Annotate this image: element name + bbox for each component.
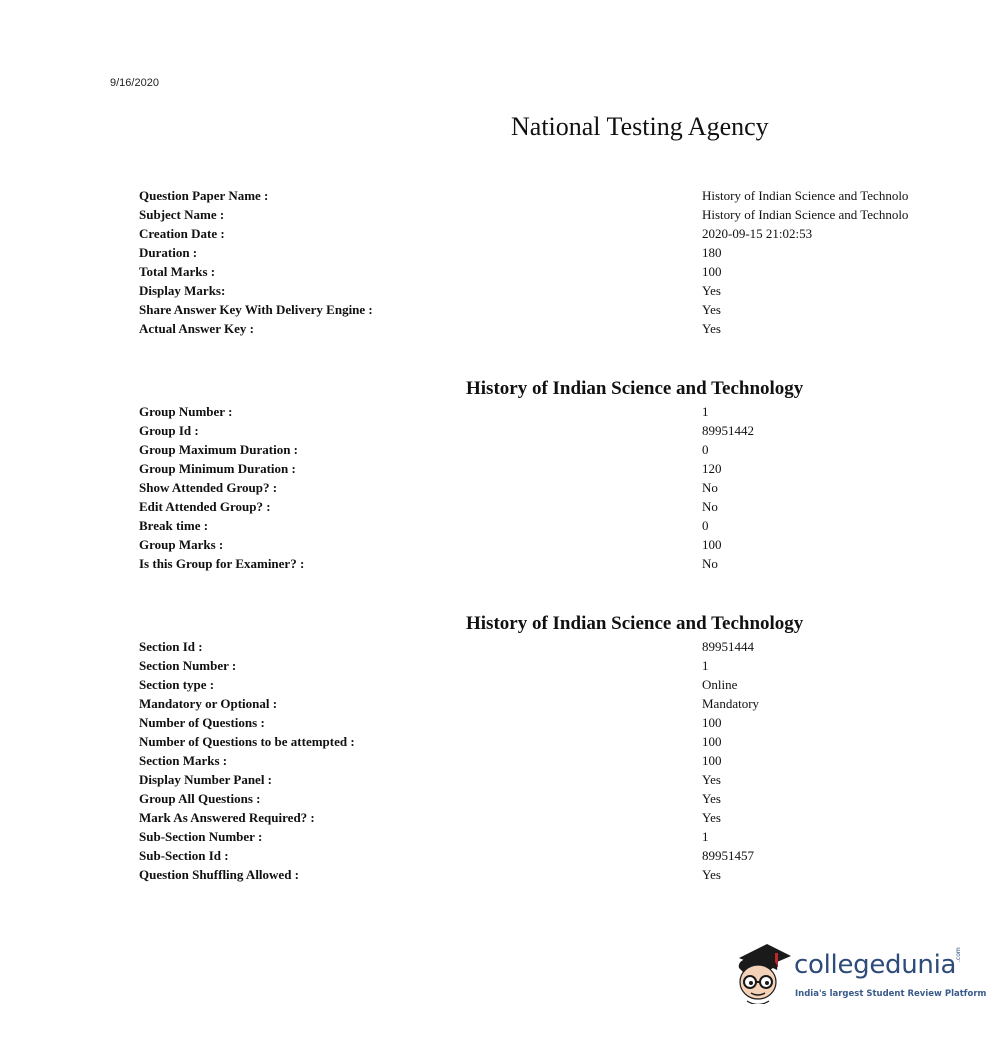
info-key: Duration : xyxy=(139,245,198,260)
collegedunia-logo xyxy=(733,938,987,1010)
group-row xyxy=(139,478,939,497)
info-row xyxy=(139,319,939,338)
section-value: 100 xyxy=(702,715,722,730)
section-key: Number of Questions to be attempted : xyxy=(139,734,355,749)
section-row xyxy=(139,789,939,808)
section-value: 100 xyxy=(702,734,722,749)
section-key: Mandatory or Optional : xyxy=(139,696,278,711)
info-row xyxy=(139,224,939,243)
group-value: No xyxy=(702,499,718,514)
group-value: 0 xyxy=(702,442,709,457)
info-key: Actual Answer Key : xyxy=(139,321,254,336)
section-row xyxy=(139,656,939,675)
section-row xyxy=(139,694,939,713)
group-value: 0 xyxy=(702,518,709,533)
section-value: Yes xyxy=(702,867,721,882)
section-value: Yes xyxy=(702,810,721,825)
group-key: Edit Attended Group? : xyxy=(139,499,271,514)
group-row xyxy=(139,497,939,516)
brand-suffix: .com xyxy=(955,947,962,962)
info-key: Question Paper Name : xyxy=(139,188,269,203)
group-key: Group Minimum Duration : xyxy=(139,461,296,476)
info-row xyxy=(139,205,939,224)
info-row xyxy=(139,300,939,319)
group-row xyxy=(139,421,939,440)
section-value: Yes xyxy=(702,791,721,806)
group-value: No xyxy=(702,556,718,571)
section-key: Group All Questions : xyxy=(139,791,261,806)
group-row xyxy=(139,402,939,421)
group-value: No xyxy=(702,480,718,495)
section-row xyxy=(139,751,939,770)
group-info-block xyxy=(139,402,939,573)
paper-info-block xyxy=(139,186,939,338)
section-row xyxy=(139,846,939,865)
group-key: Group Marks : xyxy=(139,537,224,552)
section-key: Sub-Section Number : xyxy=(139,829,263,844)
section-key: Section type : xyxy=(139,677,215,692)
info-key: Share Answer Key With Delivery Engine : xyxy=(139,302,373,317)
group-key: Break time : xyxy=(139,518,209,533)
info-key: Subject Name : xyxy=(139,207,225,222)
section-heading: History of Indian Science and Technology xyxy=(466,613,804,634)
info-value: 2020-09-15 21:02:53 xyxy=(702,226,813,241)
info-row xyxy=(139,186,939,205)
group-key: Is this Group for Examiner? : xyxy=(139,556,305,571)
group-value: 120 xyxy=(702,461,722,476)
group-key: Group Id : xyxy=(139,423,199,438)
section-value: 1 xyxy=(702,658,709,673)
section-value: 89951457 xyxy=(702,848,754,863)
section-key: Number of Questions : xyxy=(139,715,265,730)
brand-name: collegedunia xyxy=(794,950,957,980)
section-value: 89951444 xyxy=(702,639,754,654)
group-value: 100 xyxy=(702,537,722,552)
brand-tagline: India's largest Student Review Platform xyxy=(795,989,987,999)
info-row xyxy=(139,262,939,281)
info-key: Creation Date : xyxy=(139,226,225,241)
group-row xyxy=(139,516,939,535)
info-row xyxy=(139,243,939,262)
info-value: Yes xyxy=(702,302,721,317)
section-row xyxy=(139,675,939,694)
section-info-block xyxy=(139,637,939,884)
section-key: Section Id : xyxy=(139,639,203,654)
section-row xyxy=(139,808,939,827)
section-key: Question Shuffling Allowed : xyxy=(139,867,300,882)
info-value: History of Indian Science and Technolo xyxy=(702,188,909,203)
document-title: National Testing Agency xyxy=(511,112,769,141)
date-stamp: 9/16/2020 xyxy=(110,77,159,89)
info-value: Yes xyxy=(702,283,721,298)
group-row xyxy=(139,440,939,459)
section-value: Mandatory xyxy=(702,696,760,711)
info-value: Yes xyxy=(702,321,721,336)
info-value: 180 xyxy=(702,245,722,260)
section-key: Sub-Section Id : xyxy=(139,848,229,863)
section-key: Section Number : xyxy=(139,658,237,673)
info-key: Total Marks : xyxy=(139,264,216,279)
info-row xyxy=(139,281,939,300)
group-key: Group Maximum Duration : xyxy=(139,442,299,457)
section-row xyxy=(139,637,939,656)
section-row xyxy=(139,713,939,732)
info-value: 100 xyxy=(702,264,722,279)
info-value: History of Indian Science and Technolo xyxy=(702,207,909,222)
section-value: Online xyxy=(702,677,738,692)
section-value: 100 xyxy=(702,753,722,768)
section-key: Mark As Answered Required? : xyxy=(139,810,315,825)
section-key: Section Marks : xyxy=(139,753,228,768)
info-key: Display Marks: xyxy=(139,283,226,298)
group-row xyxy=(139,459,939,478)
student-mascot-icon xyxy=(733,938,793,1004)
section-value: 1 xyxy=(702,829,709,844)
group-row xyxy=(139,535,939,554)
group-value: 89951442 xyxy=(702,423,754,438)
group-heading: History of Indian Science and Technology xyxy=(466,378,804,399)
section-key: Display Number Panel : xyxy=(139,772,273,787)
section-value: Yes xyxy=(702,772,721,787)
group-row xyxy=(139,554,939,573)
section-row xyxy=(139,865,939,884)
group-key: Show Attended Group? : xyxy=(139,480,278,495)
section-row xyxy=(139,827,939,846)
group-key: Group Number : xyxy=(139,404,233,419)
section-row xyxy=(139,770,939,789)
group-value: 1 xyxy=(702,404,709,419)
section-row xyxy=(139,732,939,751)
